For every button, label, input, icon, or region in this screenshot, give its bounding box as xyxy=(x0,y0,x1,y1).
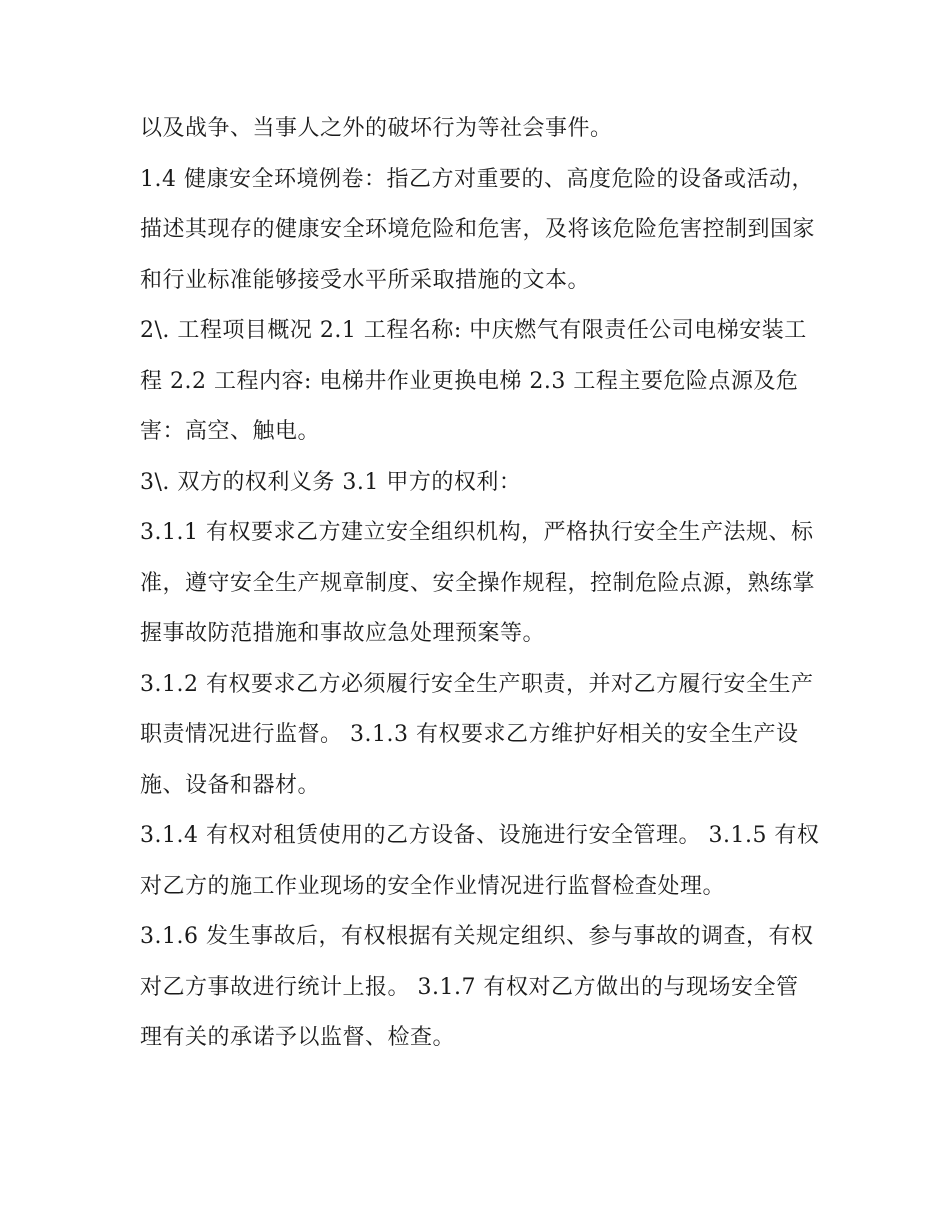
document-body xyxy=(140,104,820,1064)
paragraph-3-1-6: 3.1.6 发生事故后，有权根据有关规定组织、参与事故的调查，有权对乙方事故进行统计上报。 3.1.7 有权对乙方做出的与现场安全管理有关的承诺予以监督、检查。 xyxy=(140,924,814,1050)
paragraph-3-1-1: 3.1.1 有权要求乙方建立安全组织机构，严格执行安全生产法规、标准，遵守安全生产规章制度、安全操作规程，控制危险点源，熟练掌握事故防范措施和事故应急处理预案等。 xyxy=(140,520,816,646)
paragraph-3-1-4: 3.1.4 有权对租赁使用的乙方设备、设施进行安全管理。 3.1.5 有权对乙方的施工作业现场的安全作业情况进行监督检查处理。 xyxy=(140,823,820,899)
paragraph-2-project-overview: 2\. 工程项目概况 2.1 工程名称: 中庆燃气有限责任公司电梯安装工程 2.2 工程内容: 电梯井作业更换电梯 2.3 工程主要危险点源及危害：高空、触电。 xyxy=(140,318,807,444)
paragraph-force-majeure-end: 以及战争、当事人之外的破坏行为等社会事件。 xyxy=(140,116,613,141)
paragraph-3-1-2: 3.1.2 有权要求乙方必须履行安全生产职责，并对乙方履行安全生产职责情况进行监督。 3.1.3 有权要求乙方维护好相关的安全生产设施、设备和器材。 xyxy=(140,671,814,798)
paragraph-1-4-hse-case: 1.4 健康安全环境例卷：指乙方对重要的、高度危险的设备或活动，描述其现存的健康安全环境危险和危害，及将该危险危害控制到国家和行业标准能够接受水平所采取措施的文本。 xyxy=(140,166,816,293)
paragraph-3-rights-obligations: 3\. 双方的权利义务 3.1 甲方的权利： xyxy=(140,469,522,495)
